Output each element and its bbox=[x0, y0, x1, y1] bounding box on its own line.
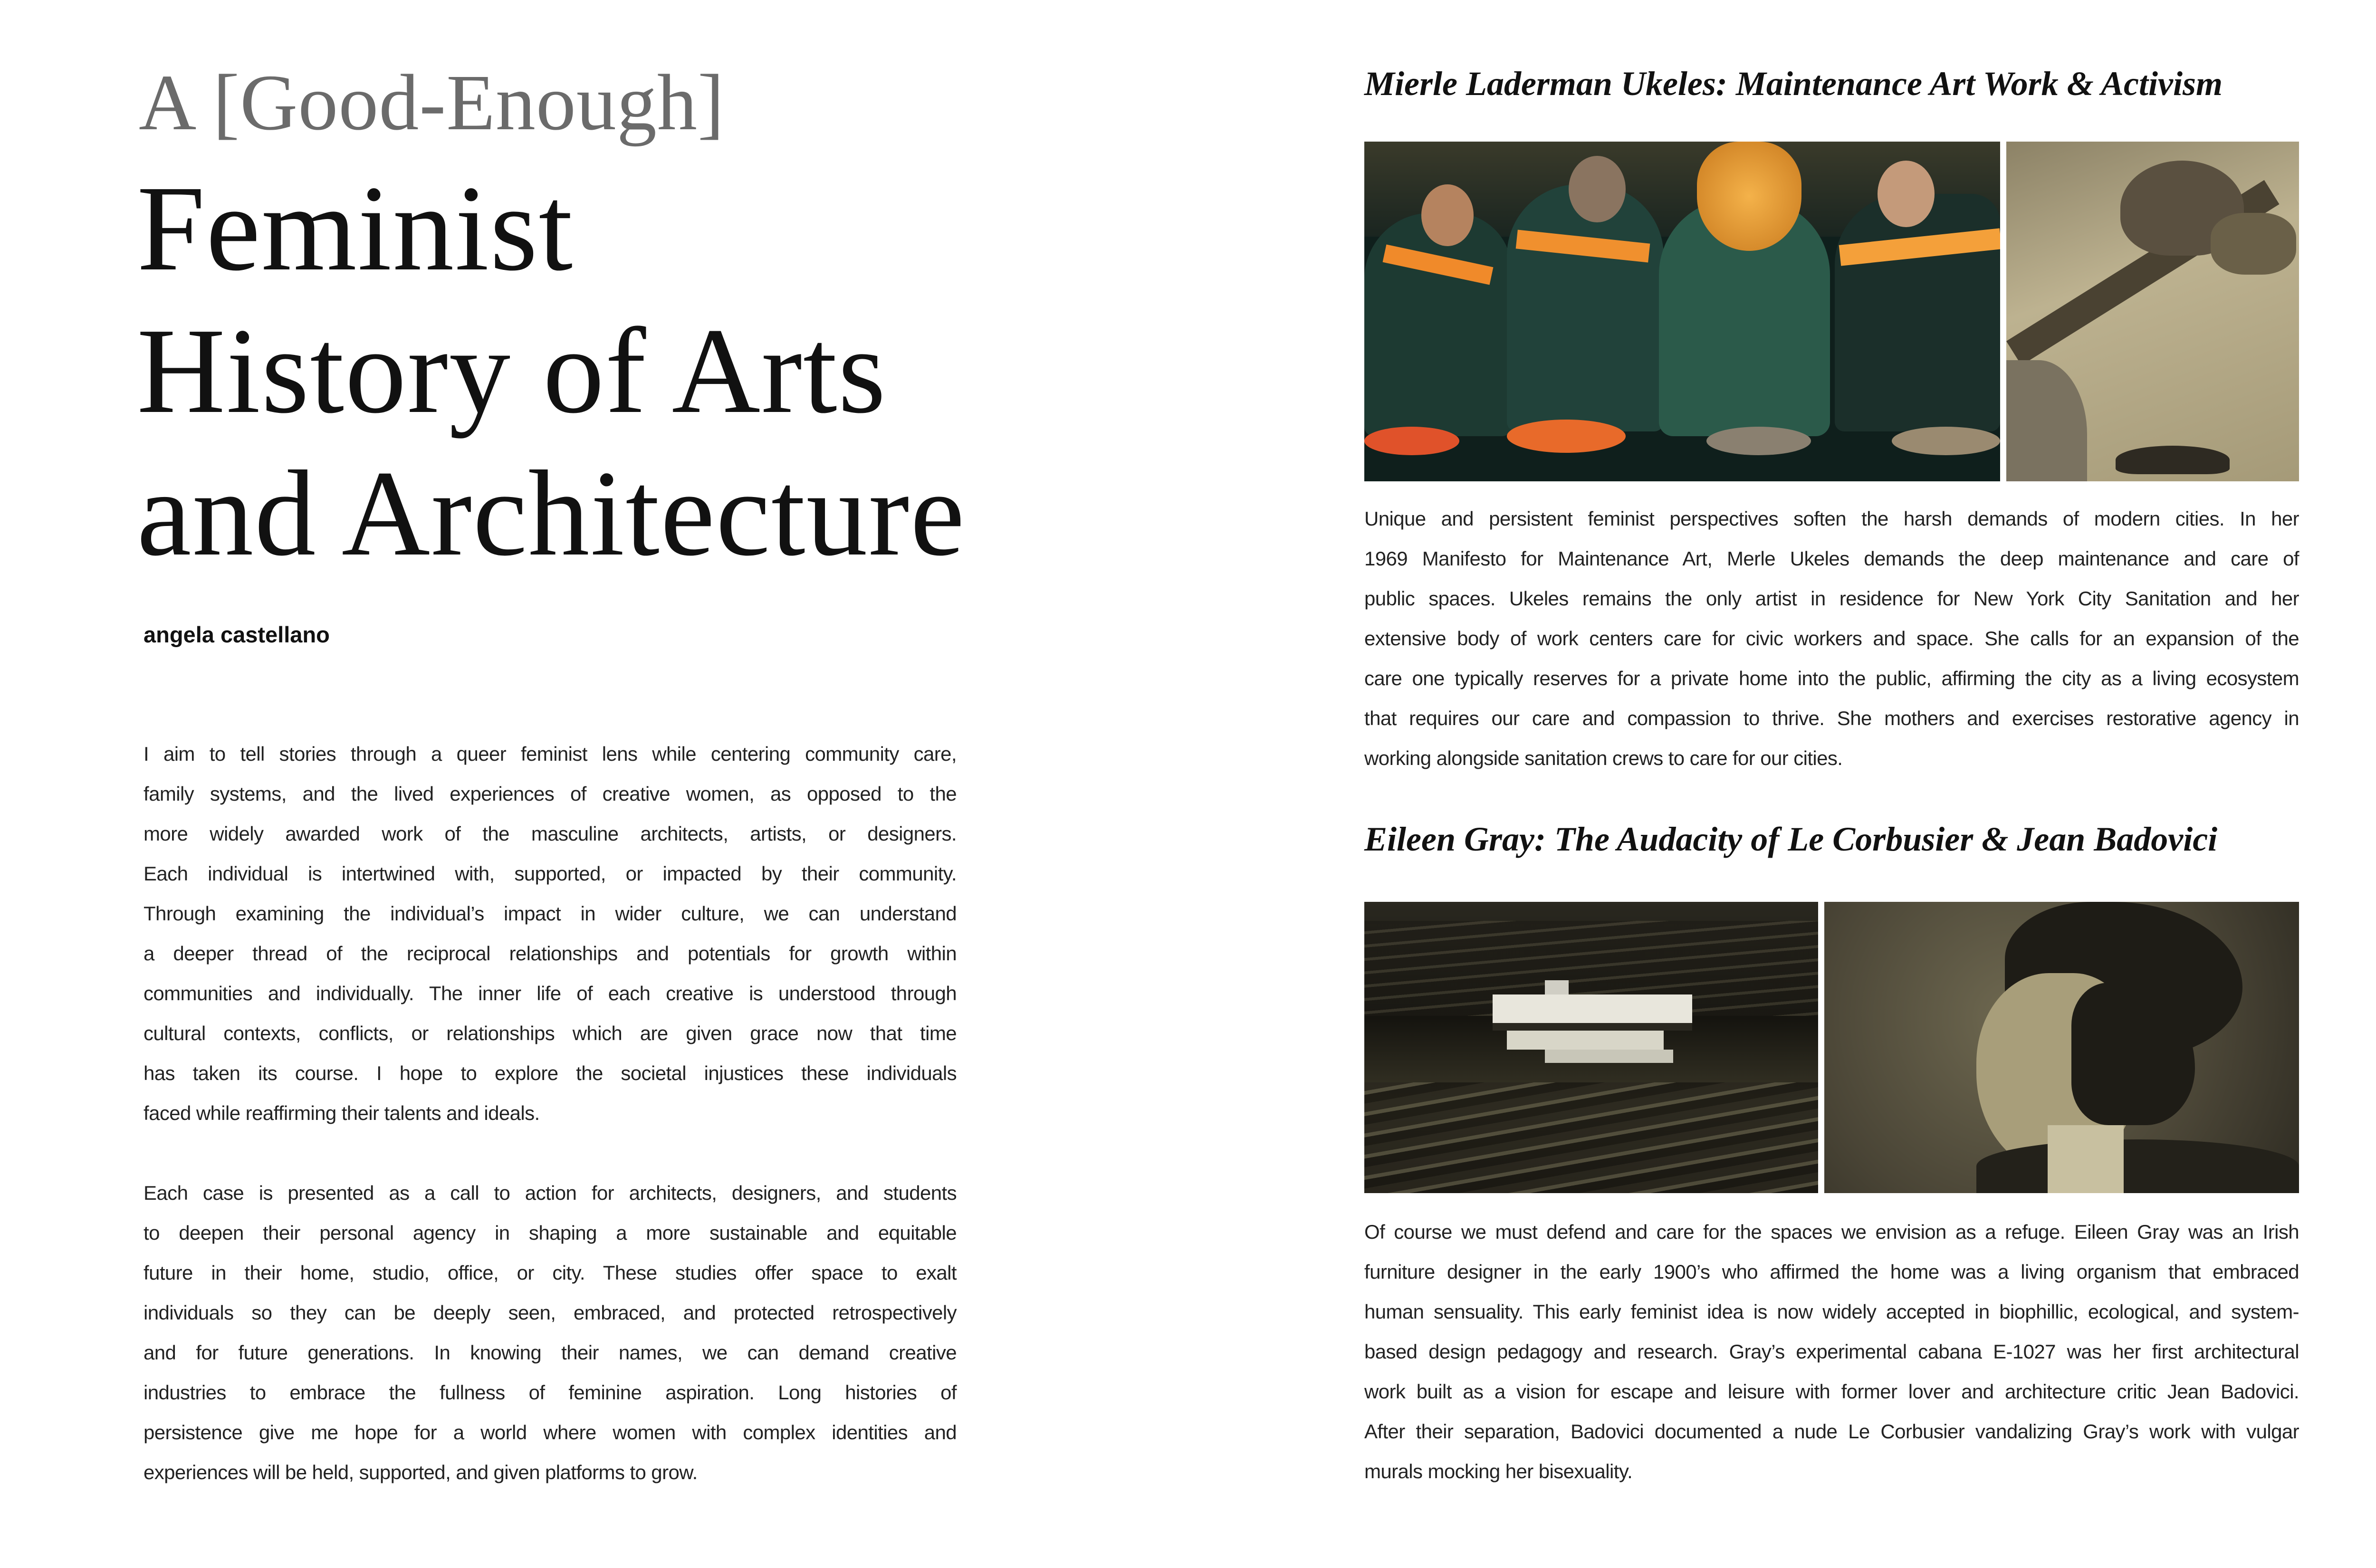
text-line: individuals so they can be deeply seen, embraced, and protected retrospectively bbox=[144, 1301, 957, 1324]
text-line: communities and individually. The inner life of each creative is understood through bbox=[144, 982, 957, 1004]
text-line: that requires our care and compassion to thrive. She mothers and exercises restorative agency in bbox=[1364, 707, 2299, 729]
title-kicker: A [Good-Enough] bbox=[139, 58, 725, 147]
intro-paragraph-1 bbox=[144, 734, 957, 1133]
text-line: based design pedagogy and research. Gray’s experimental cabana E-1027 was her first architectural bbox=[1364, 1340, 2299, 1363]
text-line: experiences will be held, supported, and given platforms to grow. bbox=[144, 1461, 698, 1483]
title-line: Feminist bbox=[137, 160, 574, 296]
text-line: Each case is presented as a call to action for architects, designers, and students bbox=[144, 1182, 957, 1204]
text-line: Through examining the individual’s impact in wider culture, we can understand bbox=[144, 902, 957, 925]
ukeles-paragraph bbox=[1364, 499, 2299, 778]
text-line: industries to embrace the fullness of feminine aspiration. Long histories of bbox=[144, 1381, 957, 1404]
text-line: work built as a vision for escape and leisure with former lover and architecture critic Jean Badovici. bbox=[1364, 1380, 2299, 1403]
text-line: family systems, and the lived experiences of creative women, as opposed to the bbox=[144, 783, 957, 805]
text-line: cultural contexts, conflicts, or relationships which are given grace now that time bbox=[144, 1022, 957, 1044]
title-line: and Architecture bbox=[137, 445, 966, 581]
text-line: extensive body of work centers care for civic workers and space. She calls for an expansion of the bbox=[1364, 627, 2299, 650]
text-line: Of course we must defend and care for the spaces we envision as a refuge. Eileen Gray was an Irish bbox=[1364, 1221, 2299, 1243]
title-line: History of Arts bbox=[137, 303, 887, 439]
photo-sanitation-workers bbox=[1364, 142, 2000, 481]
text-line: and for future generations. In knowing their names, we can demand creative bbox=[144, 1341, 957, 1364]
author-name: angela castellano bbox=[144, 622, 330, 647]
text-line: has taken its course. I hope to explore the societal injustices these individuals bbox=[144, 1062, 957, 1084]
text-line: furniture designer in the early 1900’s who affirmed the home was a living organism that embraced bbox=[1364, 1261, 2299, 1283]
section-heading-gray: Eileen Gray: The Audacity of Le Corbusier & Jean Badovici bbox=[1364, 820, 2218, 858]
photo-e1027-villa bbox=[1364, 902, 1818, 1193]
text-line: I aim to tell stories through a queer feminist lens while centering community care, bbox=[144, 743, 957, 765]
text-line: 1969 Manifesto for Maintenance Art, Merle Ukeles demands the deep maintenance and care of bbox=[1364, 547, 2299, 570]
text-line: working alongside sanitation crews to care for our cities. bbox=[1364, 747, 1843, 769]
text-line: Each individual is intertwined with, supported, or impacted by their community. bbox=[144, 862, 957, 885]
text-line: After their separation, Badovici documented a nude Le Corbusier vandalizing Gray’s work with vulgar bbox=[1364, 1420, 2299, 1443]
photo-ukeles-washing-sidewalk bbox=[2006, 142, 2299, 481]
text-line: persistence give me hope for a world where women with complex identities and bbox=[144, 1421, 957, 1444]
page-title bbox=[137, 157, 966, 584]
text-line: Unique and persistent feminist perspectives soften the harsh demands of modern cities. In her bbox=[1364, 507, 2299, 530]
text-line: more widely awarded work of the masculine architects, artists, or designers. bbox=[144, 822, 957, 845]
intro-paragraph-2 bbox=[144, 1173, 957, 1492]
text-line: human sensuality. This early feminist idea is now widely accepted in biophillic, ecological, and system- bbox=[1364, 1300, 2299, 1323]
text-line: faced while reaffirming their talents and ideals. bbox=[144, 1102, 540, 1124]
photo-eileen-gray-portrait bbox=[1824, 902, 2299, 1193]
text-line: to deepen their personal agency in shaping a more sustainable and equitable bbox=[144, 1222, 957, 1244]
gray-paragraph bbox=[1364, 1212, 2299, 1492]
text-line: future in their home, studio, office, or city. These studies offer space to exalt bbox=[144, 1262, 957, 1284]
text-line: a deeper thread of the reciprocal relationships and potentials for growth within bbox=[144, 942, 957, 965]
text-line: care one typically reserves for a private home into the public, affirming the city as a living ecosystem bbox=[1364, 667, 2299, 689]
text-line: public spaces. Ukeles remains the only artist in residence for New York City Sanitation and her bbox=[1364, 587, 2299, 610]
section-heading-ukeles: Mierle Laderman Ukeles: Maintenance Art Work & Activism bbox=[1364, 65, 2223, 103]
text-line: murals mocking her bisexuality. bbox=[1364, 1460, 1633, 1482]
